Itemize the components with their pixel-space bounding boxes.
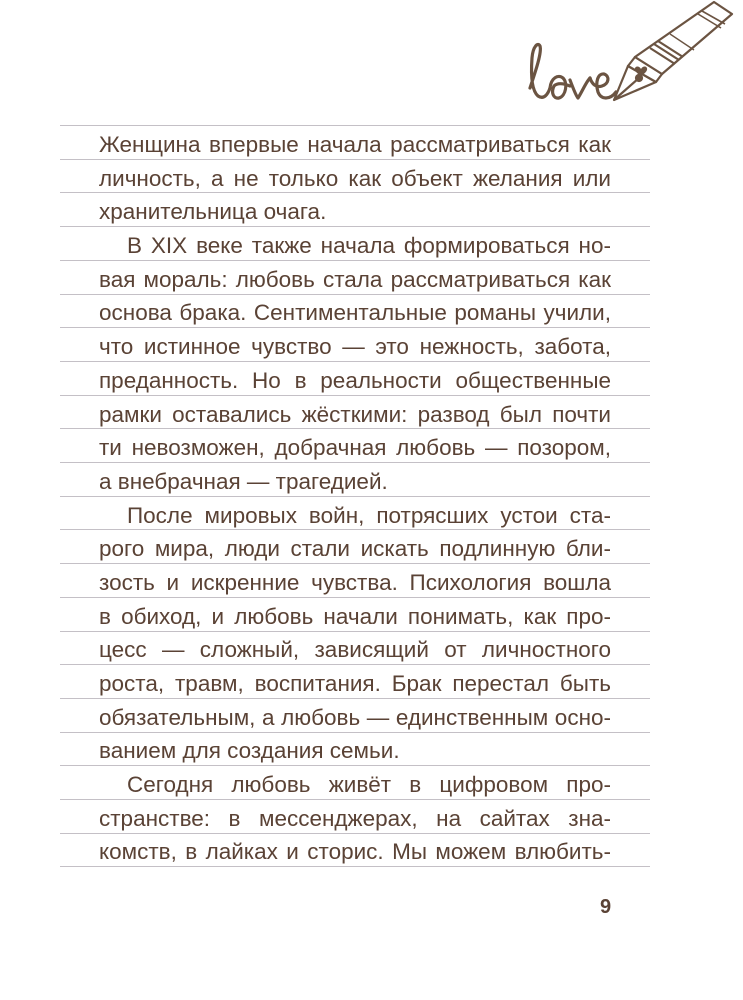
text-line: В XIX веке также начала формироваться но- xyxy=(127,233,611,259)
text-line: обязательным, а любовь — единственным осно- xyxy=(99,704,611,730)
page-number: 9 xyxy=(600,896,612,918)
text-line: что истинное чувство — это нежность, забота, xyxy=(99,334,611,360)
text-line: цесс — сложный, зависящий от личностного xyxy=(99,637,611,663)
text-line: странстве: в мессенджерах, на сайтах зна- xyxy=(99,805,611,831)
text-line: рого мира, люди стали искать подлинную бли- xyxy=(99,536,611,562)
text-line: ти невозможен, добрачная любовь — позором, xyxy=(99,435,611,461)
text-line: роста, травм, воспитания. Брак перестал быть xyxy=(99,671,611,696)
text-line: комств, в лайках и сторис. Мы можем влюбить- xyxy=(99,839,611,865)
text-line: в обиход, и любовь начали понимать, как про- xyxy=(99,603,611,629)
text-line: а внебрачная — трагедией. xyxy=(99,468,388,494)
text-line: зость и искренние чувства. Психология вошла xyxy=(99,569,611,595)
text-line: ванием для создания семьи. xyxy=(99,738,400,764)
text-line: хранительница очага. xyxy=(99,199,327,225)
text-line: личность, а не только как объект желания или xyxy=(99,165,611,191)
text-line: рамки оставались жёсткими: развод был почти xyxy=(99,401,611,427)
text-line: Женщина впервые начала рассматриваться как xyxy=(99,132,611,157)
text-line: преданность. Но в реальности общественные xyxy=(99,367,611,393)
text-line: основа брака. Сентиментальные романы учили, xyxy=(99,300,611,326)
ruled-line xyxy=(60,125,650,126)
body-text xyxy=(99,128,611,869)
text-line: После мировых войн, потрясших устои ста- xyxy=(127,502,611,528)
text-line: Сегодня любовь живёт в цифровом про- xyxy=(127,772,611,798)
text-line: вая мораль: любовь стала рассматриваться как xyxy=(99,266,611,292)
